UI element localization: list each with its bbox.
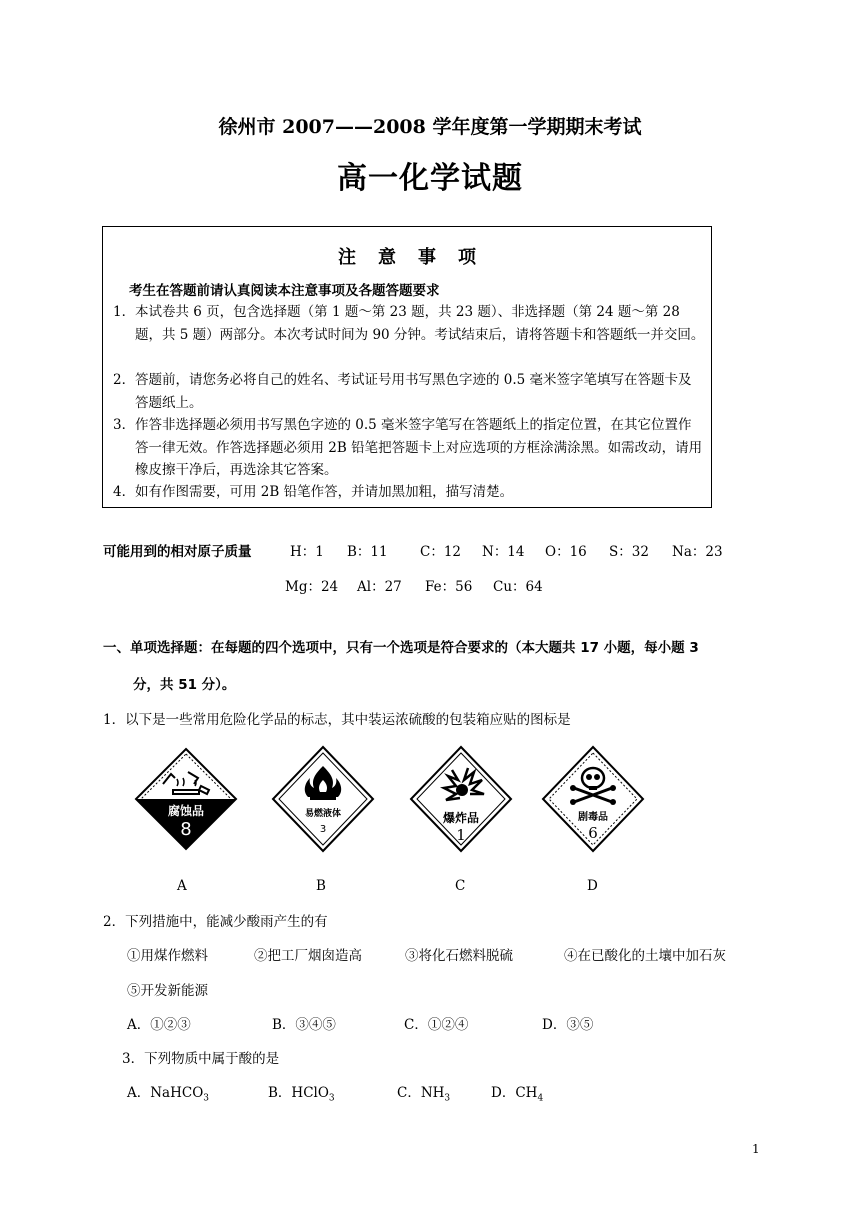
hazard-label: 爆炸品: [442, 811, 480, 825]
toxic-hazard-icon: [540, 744, 646, 854]
notice-box: [102, 226, 712, 508]
notice-item-number: 1．: [113, 304, 136, 320]
hazard-number: 1: [456, 826, 466, 844]
q3-choice-text: D．CH: [491, 1085, 538, 1101]
q3-choice-subscript: 3: [203, 1093, 210, 1104]
notice-item-number: 2．: [113, 372, 136, 388]
q3-choice-text: C．NH: [397, 1085, 445, 1101]
atomic-mass-label: 可能用到的相对原子质量: [103, 544, 252, 560]
hazard-label: 剧毒品: [578, 812, 608, 823]
question-1-stem: 1．以下是一些常用危险化学品的标志，其中装运浓硫酸的包装箱应贴的图标是: [103, 712, 571, 728]
q2-item: ①用煤作燃料: [127, 948, 208, 964]
q3-choice: [491, 1081, 543, 1104]
q2-item: ④在已酸化的土壤中加石灰: [564, 948, 726, 964]
notice-item-text: 本试卷共 6 页，包含选择题（第 1 题～第 23 题，共 23 题）、非选择题（第 24 题～第 28 题，共 5 题）两部分。本次考试时间为 90 分钟。考试结束后，请将答题卡和答题纸一并交回。: [135, 304, 705, 343]
q3-choice-subscript: 3: [328, 1093, 335, 1104]
atomic-mass: Na：23: [672, 544, 723, 560]
option-letter: A: [177, 878, 187, 894]
q2-item: ⑤开发新能源: [127, 983, 208, 999]
hazard-number: 8: [180, 819, 192, 840]
notice-item: [113, 481, 705, 504]
q3-choice: [397, 1081, 450, 1104]
page-number: 1: [752, 1142, 760, 1156]
explosive-hazard-icon: [408, 744, 514, 854]
notice-subtitle: 考生在答题前请认真阅读本注意事项及各题答题要求: [129, 283, 440, 299]
q2-choice: A．①②③: [127, 1017, 191, 1033]
atomic-mass: H：1: [290, 544, 324, 560]
exam-title: 徐州市 2007——2008 学年度第一学期期末考试: [218, 116, 642, 138]
q2-choice: D．③⑤: [542, 1017, 594, 1033]
q3-choice: [127, 1081, 209, 1104]
notice-item-number: 3．: [113, 417, 136, 433]
section-heading: 一、单项选择题：在每题的四个选项中，只有一个选项是符合要求的（本大题共 17 小题，每小题 3: [103, 640, 699, 656]
q2-item: ②把工厂烟囱造高: [254, 948, 362, 964]
section-heading-cont: 分，共 51 分）。: [133, 677, 236, 693]
atomic-mass: C：12: [420, 544, 462, 560]
atomic-mass: Mg：24: [285, 579, 339, 595]
hazard-label: 腐蚀品: [167, 804, 205, 818]
atomic-mass: O：16: [545, 544, 587, 560]
atomic-mass: S：32: [609, 544, 649, 560]
q3-choice-subscript: 3: [444, 1093, 451, 1104]
q2-item: ③将化石燃料脱硫: [405, 948, 513, 964]
notice-item-number: 4．: [113, 484, 136, 500]
hazard-number: 3: [319, 824, 327, 835]
notice-item-text: 答题前，请您务必将自己的姓名、考试证号用书写黑色字迹的 0.5 毫米签字笔填写在答题卡及答题纸上。: [135, 372, 692, 411]
option-letter: C: [455, 878, 466, 894]
atomic-mass: B：11: [347, 544, 388, 560]
notice-title: 注意事项: [338, 247, 498, 268]
corrosive-hazard-icon: [133, 746, 239, 852]
hazard-label: 易燃液体: [304, 809, 342, 819]
notice-item-text: 作答非选择题必须用书写黑色字迹的 0.5 毫米签字笔写在答题纸上的指定位置，在其它位置作答一律无效。作答选择题必须用 2B 铅笔把答题卡上对应选项的方框涂满涂黑。如需改动，请用橡皮擦干净后，再选涂其它答案。: [135, 417, 703, 478]
flammable-liquid-hazard-icon: [270, 744, 376, 854]
atomic-mass: Al：27: [357, 579, 402, 595]
option-letter: D: [587, 878, 598, 894]
atomic-mass: Cu：64: [493, 579, 543, 595]
question-3-stem: 3．下列物质中属于酸的是: [122, 1051, 280, 1067]
q3-choice-text: B．HClO: [268, 1085, 329, 1101]
notice-item: [113, 301, 705, 346]
option-letter: B: [316, 878, 326, 894]
hazard-number: 6: [588, 824, 598, 842]
atomic-mass: N：14: [482, 544, 525, 560]
notice-item: [113, 369, 705, 414]
q2-choice: C．①②④: [404, 1017, 469, 1033]
q3-choice-text: A．NaHCO: [127, 1085, 204, 1101]
q3-choice-subscript: 4: [537, 1093, 544, 1104]
question-2-stem: 2．下列措施中，能减少酸雨产生的有: [103, 914, 328, 930]
notice-item: [113, 414, 705, 482]
subject-title: 高一化学试题: [337, 161, 523, 196]
q3-choice: [268, 1081, 335, 1104]
atomic-mass: Fe：56: [425, 579, 473, 595]
notice-item-text: 如有作图需要，可用 2B 铅笔作答，并请加黑加粗，描写清楚。: [135, 484, 514, 500]
q2-choice: B．③④⑤: [272, 1017, 336, 1033]
